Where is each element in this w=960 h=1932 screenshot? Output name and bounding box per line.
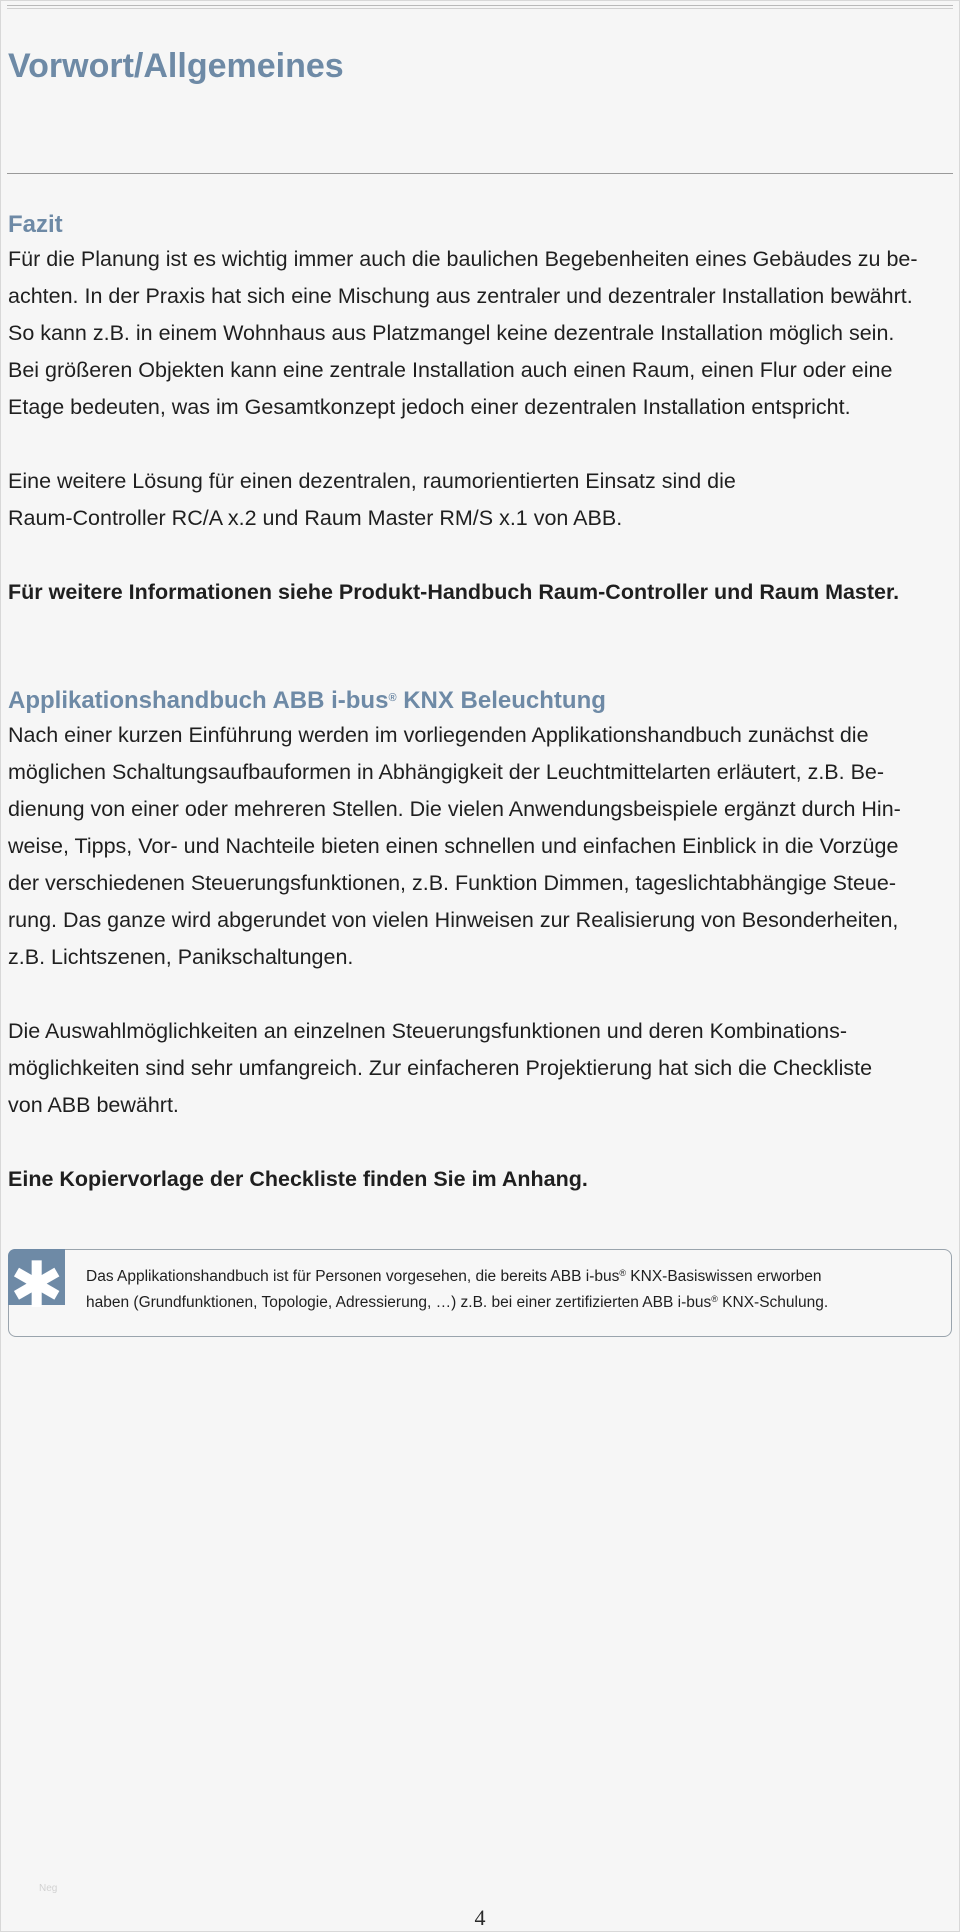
section-fazit: [8, 209, 956, 611]
applikation-bold-note: Eine Kopiervorlage der Checkliste finden Sie im Anhang.: [8, 1167, 588, 1191]
section-divider: [7, 173, 953, 174]
registered-mark: ®: [711, 1294, 718, 1304]
note-text-part: KNX-Basiswissen erworben: [626, 1268, 822, 1285]
text-line: Raum-Controller RC/A x.2 und Raum Master RM/S x.1 von ABB.: [8, 506, 623, 530]
note-text-part: haben (Grundfunktionen, Topologie, Adressierung, …) z.B. bei einer zertifizierten ABB i-bus: [86, 1294, 712, 1311]
asterisk-icon: ✱: [9, 1249, 64, 1323]
heading-text: Applikationshandbuch ABB i-bus: [8, 687, 389, 714]
text-line: möglichen Schaltungsaufbauformen in Abhängigkeit der Leuchtmittelarten erläutert, z.B. Be-: [8, 760, 885, 784]
fazit-paragraph-2: [8, 463, 956, 537]
top-rule-secondary: [7, 8, 953, 9]
info-note-text: [86, 1264, 931, 1316]
note-line: [86, 1264, 931, 1290]
text-line: Eine weitere Lösung für einen dezentralen, raumorientierten Einsatz sind die: [8, 469, 736, 493]
applikation-heading: [8, 685, 956, 717]
text-line: Nach einer kurzen Einführung werden im vorliegenden Applikationshandbuch zunächst die: [8, 723, 869, 747]
top-rule: [7, 5, 953, 6]
note-text-part: KNX-Schulung.: [717, 1294, 829, 1311]
watermark: Neg: [39, 1883, 58, 1894]
note-text-part: Das Applikationshandbuch ist für Personen vorgesehen, die bereits ABB i-bus: [86, 1268, 620, 1285]
text-line: So kann z.B. in einem Wohnhaus aus Platzmangel keine dezentrale Installation möglich sein.: [8, 321, 895, 345]
text-line: weise, Tipps, Vor- und Nachteile bieten einen schnellen und einfachen Einblick in die Vorzüge: [8, 834, 899, 858]
main-content: [8, 209, 956, 1198]
text-line: rung. Das ganze wird abgerundet von vielen Hinweisen zur Realisierung von Besonderheiten,: [8, 908, 899, 932]
text-line: Die Auswahlmöglichkeiten an einzelnen Steuerungsfunktionen und deren Kombinations-: [8, 1019, 848, 1043]
fazit-bold-note: Für weitere Informationen siehe Produkt-Handbuch Raum-Controller und Raum Master.: [8, 580, 900, 604]
text-line: achten. In der Praxis hat sich eine Mischung aus zentraler und dezentraler Installation bewährt.: [8, 284, 913, 308]
applikation-paragraph-1: [8, 717, 956, 976]
text-line: möglichkeiten sind sehr umfangreich. Zur einfacheren Projektierung hat sich die Checkliste: [8, 1056, 873, 1080]
text-line: Etage bedeuten, was im Gesamtkonzept jedoch einer dezentralen Installation entspricht.: [8, 395, 851, 419]
registered-mark: ®: [619, 1268, 626, 1278]
page-number: 4: [474, 1905, 486, 1930]
heading-text: KNX Beleuchtung: [396, 687, 606, 714]
registered-mark: ®: [388, 692, 397, 704]
text-line: Für die Planung ist es wichtig immer auch die baulichen Begebenheiten eines Gebäudes zu be-: [8, 247, 918, 271]
text-line: dienung von einer oder mehreren Stellen. Die vielen Anwendungsbeispiele ergänzt durch Hin-: [8, 797, 901, 821]
applikation-paragraph-2: [8, 1013, 956, 1124]
fazit-paragraph-1: [8, 241, 956, 426]
fazit-heading: Fazit: [8, 211, 63, 238]
text-line: von ABB bewährt.: [8, 1093, 179, 1117]
info-note-box: [8, 1249, 952, 1337]
text-line: der verschiedenen Steuerungsfunktionen, z.B. Funktion Dimmen, tageslichtabhängige Steue-: [8, 871, 897, 895]
chapter-title: Vorwort/Allgemeines: [8, 47, 344, 85]
text-line: Bei größeren Objekten kann eine zentrale Installation auch einen Raum, einen Flur oder eine: [8, 358, 893, 382]
text-line: z.B. Lichtszenen, Panikschaltungen.: [8, 945, 354, 969]
section-applikation: [8, 685, 956, 1198]
note-line: [86, 1290, 931, 1316]
